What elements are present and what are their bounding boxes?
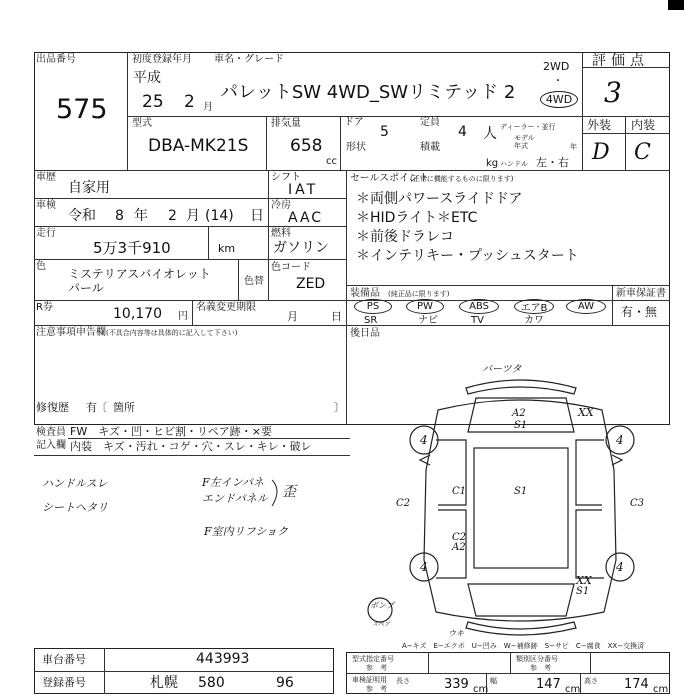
mark-c2-mid: C2 <box>452 532 467 543</box>
equip-pw: PW <box>406 299 444 314</box>
type-no-label: 型式指定番号 <box>352 655 394 663</box>
shift-label: シフト <box>271 172 301 183</box>
mark-4-fr: 4 <box>616 433 624 447</box>
repair-text: 箇所 <box>113 401 135 414</box>
cls-no-label: 類別区分番号 <box>516 655 558 663</box>
mark-4-fl: 4 <box>420 433 428 447</box>
chassis-value: 443993 <box>196 651 250 667</box>
usage-value: 自家用 <box>68 180 110 196</box>
equipment-label: 装備品 <box>350 288 380 299</box>
drive-4wd: 4WD <box>540 91 578 108</box>
drive-2wd: 2WD <box>543 60 570 73</box>
inspector-row-2: 内装 キズ・汚れ・コゲ・穴・スレ・キレ・破レ <box>70 440 312 453</box>
inspector-label-1: 検査員 <box>36 427 66 438</box>
reg-year: 25 <box>142 92 164 112</box>
equip-tv: TV <box>471 315 484 326</box>
height-value: 174 <box>624 677 649 692</box>
mark-s1-mid: S1 <box>514 486 528 497</box>
inspection-year-unit: 年 <box>134 208 148 224</box>
plate-num-1: 580 <box>198 675 225 691</box>
score-value: 3 <box>604 76 622 109</box>
mileage-unit: km <box>218 242 236 255</box>
model-year-unit: 年 <box>570 143 577 151</box>
sales-points-note: (正常に機能するものに限ります) <box>410 175 514 183</box>
tax-label: 名義変更期限 <box>196 302 256 313</box>
sales-point-1: ＊両側パワースライドドア <box>356 191 523 207</box>
inspection-day-unit: 日 <box>250 208 264 224</box>
diagram-legend: A−キズ E−エクボ U−凹み W−補修跡 S−サビ C−腐食 XX−交換済 <box>402 642 645 650</box>
warranty-value: 有・無 <box>621 305 658 319</box>
fuel-label: 燃料 <box>271 228 291 239</box>
equip-navi: ナビ <box>418 315 438 326</box>
mileage-value: 5万3千910 <box>93 239 171 257</box>
sales-point-4: ＊インテリキー・プッシュスタート <box>356 248 579 264</box>
aircon-value: AAC <box>288 210 324 226</box>
recycle-unit: 円 <box>178 311 188 322</box>
handwritten-note-1: ハンドルスレ <box>42 477 108 490</box>
height-unit: cm <box>653 684 669 695</box>
score-label: 評価点 <box>592 53 649 69</box>
sales-point-3: ＊前後ドラレコ <box>356 229 454 245</box>
model-grade-value: パレットSW 4WD_SWリミテッド 2 <box>220 82 516 103</box>
color-value-1: ミステリアスバイオレット <box>68 267 211 281</box>
handwritten-note-4: エンドパネル <box>202 492 268 505</box>
displacement-value: 658 <box>290 136 323 156</box>
cert-ref: 参 考 <box>366 685 387 693</box>
doors-value: 5 <box>380 124 389 140</box>
reg-era: 平成 <box>133 70 161 86</box>
capacity-value: 4 <box>458 124 467 140</box>
handwritten-note-5: F室内リフショク <box>204 525 288 538</box>
body-shape-label: 形状 <box>346 142 366 153</box>
notes-label: 注意事項申告欄 <box>36 327 106 338</box>
type-no-ref: 参 考 <box>366 664 387 672</box>
color-code-value: ZED <box>296 276 326 292</box>
recycle-value: 10,170 <box>113 306 162 322</box>
repair-value: 有 <box>86 401 97 414</box>
mark-a2-mid: A2 <box>452 542 466 553</box>
mark-s1-top: S1 <box>514 420 528 431</box>
cls-no-ref: 参 考 <box>530 664 551 672</box>
handwritten-note-2: シートヘタリ <box>42 501 108 514</box>
inspection-year: 8 <box>115 208 124 224</box>
int-label: 内装 <box>631 118 656 132</box>
mark-xx-rear: XX <box>576 574 592 587</box>
equip-abs: ABS <box>459 299 499 314</box>
notes-sub: (不具合内容等は具体的に記入して下さい) <box>106 329 238 337</box>
inspection-month: 2 <box>168 208 177 224</box>
capacity-unit: 人 <box>483 126 497 142</box>
plate-label: 登録番号 <box>42 676 86 689</box>
usage-label: 車歴 <box>36 172 56 183</box>
mark-c3: C3 <box>630 498 645 509</box>
model-code-label: 型式 <box>132 118 152 129</box>
color-label: 色 <box>36 261 46 272</box>
lot-number: 575 <box>56 94 108 125</box>
handle-label: ハンドル <box>500 160 528 168</box>
displacement-unit: cc <box>326 156 337 167</box>
doors-label: ドア <box>344 117 364 128</box>
equip-ps: PS <box>354 299 392 314</box>
recycle-label: R券 <box>36 302 53 313</box>
int-value: C <box>634 140 651 165</box>
lot-label: 出品番号 <box>36 54 76 65</box>
model-code-value: DBA-MK21S <box>148 136 249 156</box>
inspector-label-2: 記入欄 <box>36 440 66 451</box>
inspection-day: (14) <box>205 208 234 224</box>
chassis-label: 車台番号 <box>42 653 86 666</box>
height-label: 高さ <box>584 677 598 685</box>
repair-bracket-open: 〔 <box>96 401 107 414</box>
rear-seat-label: 後日品 <box>350 328 380 339</box>
fuel-value: ガソリン <box>273 240 329 256</box>
mark-c2-left: C2 <box>396 498 411 509</box>
equipment-note: (純正品に限ります) <box>388 290 450 298</box>
repair-bracket-close: 〕 <box>334 401 345 414</box>
reg-month: 2 <box>184 92 195 112</box>
mark-a2-top: A2 <box>512 408 526 419</box>
diagram-top-note: バーツタ <box>482 364 522 375</box>
tax-month-unit: 月 <box>287 310 298 323</box>
inspector-row-1: FW キズ・凹・ヒビ割・リペア跡・×要 <box>70 425 272 438</box>
reg-year-label: 初度登録年月 <box>132 54 192 65</box>
equip-leather: カワ <box>524 315 544 326</box>
length-label: 長さ <box>396 677 410 685</box>
plate-area: 札幌 <box>150 675 178 691</box>
handle-value: 左・右 <box>536 156 569 169</box>
color-value-2: パール <box>68 281 104 295</box>
capacity-label: 定員 <box>420 117 440 128</box>
equip-airbag: エアB <box>514 299 554 314</box>
inspection-month-unit: 月 <box>186 208 200 224</box>
diagram-spare: ポンプ <box>370 601 394 610</box>
width-unit: cm <box>565 684 581 695</box>
width-label: 幅 <box>490 677 497 685</box>
model-year-label: モデル 年式 <box>514 134 535 150</box>
ext-label: 外装 <box>587 118 612 132</box>
sales-point-2: ＊HIDライト＊ETC <box>356 210 478 226</box>
equip-sr: SR <box>364 315 378 326</box>
plate-num-2: 96 <box>276 675 294 691</box>
aircon-label: 冷房 <box>271 200 291 211</box>
color-code-label: 色コード <box>271 262 311 273</box>
diagram-spare-sub: スペア <box>372 621 391 628</box>
mark-4-rr: 4 <box>616 560 624 574</box>
mileage-label: 走行 <box>36 228 56 239</box>
inspection-era: 令和 <box>68 208 96 224</box>
reg-month-unit: 月 <box>203 102 213 113</box>
mark-xx-top: XX <box>578 406 594 419</box>
sales-points-label: セールスポイント <box>350 173 430 184</box>
displacement-label: 排気量 <box>271 118 301 129</box>
ext-value: D <box>592 140 610 165</box>
shift-value: IAT <box>288 182 319 198</box>
length-value: 339 <box>444 677 469 692</box>
length-unit: cm <box>473 684 489 695</box>
color-change-label: 色替 <box>244 276 264 287</box>
diagram-bottom-note: ウキ <box>448 629 464 638</box>
handwritten-note-6: 歪 <box>282 484 296 500</box>
mark-4-rl: 4 <box>420 560 428 574</box>
mark-s1-rear: S1 <box>576 586 590 597</box>
tax-day-unit: 日 <box>331 310 342 323</box>
handwritten-note-3: F左インパネ <box>202 476 264 489</box>
model-grade-label: 車名・グレード <box>214 54 284 65</box>
drive-dot: ・ <box>553 76 563 87</box>
warranty-label: 新車保証書 <box>616 288 666 299</box>
loading-unit: kg <box>486 158 499 169</box>
mark-c1: C1 <box>452 486 467 497</box>
width-value: 147 <box>536 677 561 692</box>
dealer-label: ディーラー・並行 <box>500 123 556 131</box>
inspection-label: 車検 <box>36 200 56 211</box>
repair-label: 修復歴 <box>36 401 69 414</box>
cert-label: 車検証明用 <box>352 676 387 684</box>
equip-aw: AW <box>566 299 606 314</box>
loading-label: 積載 <box>420 142 440 153</box>
